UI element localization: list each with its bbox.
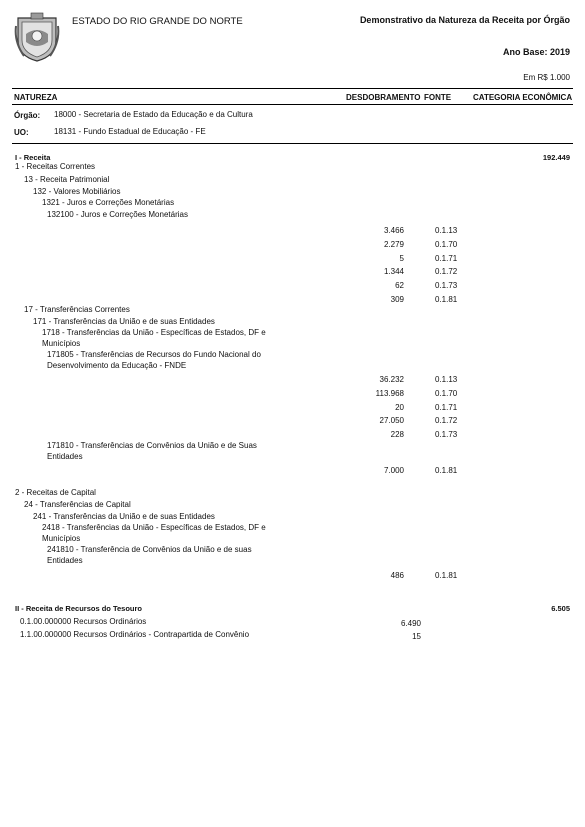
tesouro-total: 6.505 — [551, 604, 570, 613]
orgao-label: Órgão: — [14, 111, 41, 120]
tesouro-title: II - Receita de Recursos do Tesouro — [15, 604, 142, 613]
juros-row-fonte: 0.1.71 — [435, 253, 458, 263]
juros-row-value: 1.344 — [383, 267, 404, 277]
transferencias-capital: 24 - Transferências de Capital — [24, 500, 131, 509]
transferencias-171805: 171805 - Transferências de Recursos do Fundo Nacional do Desenvolvimento da Educação - FNDE — [47, 350, 261, 370]
transferencias-2418: 2418 - Transferências da União - Específicas de Estados, DF e Municípios — [42, 523, 266, 543]
fnde-row-fonte: 0.1.70 — [435, 388, 458, 398]
juros-row-fonte: 0.1.13 — [435, 226, 458, 235]
fnde-row-fonte: 0.1.72 — [435, 416, 458, 426]
fnde-row-value: 36.232 — [379, 375, 404, 384]
uo-label: UO: — [14, 128, 29, 137]
juros-row-value: 62 — [395, 281, 404, 291]
fnde-row-fonte: 0.1.71 — [435, 402, 458, 412]
receita-patrimonial: 13 - Receita Patrimonial — [24, 175, 110, 184]
divider — [12, 143, 573, 144]
report-title: Demonstrativo da Natureza da Receita por Órgão — [359, 15, 570, 25]
receitas-capital: 2 - Receitas de Capital — [15, 488, 96, 497]
transferencias-171: 171 - Transferências da União e de suas Entidades — [33, 317, 215, 326]
fnde-row-value: 113.968 — [375, 388, 404, 398]
col-header-categoria: CATEGORIA ECONÔMICA — [473, 93, 573, 102]
value-171810: 7.000 — [383, 466, 404, 475]
transferencias-1718: 1718 - Transferências da União - Específicas de Estados, DF e Municípios — [42, 328, 266, 348]
receitas-correntes: 1 - Receitas Correntes — [15, 162, 96, 171]
transferencias-241: 241 - Transferências da União e de suas Entidades — [33, 512, 215, 521]
tesouro-row-label: 0.1.00.000000 Recursos Ordinários — [20, 617, 147, 626]
transferencias-correntes: 17 - Transferências Correntes — [24, 305, 130, 314]
fonte-241810: 0.1.81 — [435, 571, 458, 580]
juros-row-value: 5 — [399, 253, 404, 263]
receita-total: 192.449 — [542, 153, 570, 162]
divider — [12, 104, 573, 105]
juros-row-value: 3.466 — [383, 226, 404, 235]
transferencias-241810: 241810 - Transferência de Convênios da União e de suas Entidades — [47, 545, 252, 565]
uo-value: 18131 - Fundo Estadual de Educação - FE — [54, 127, 206, 136]
juros-row-fonte: 0.1.70 — [435, 239, 458, 249]
juros-132100: 132100 - Juros e Correções Monetárias — [47, 210, 188, 219]
col-header-natureza: NATUREZA — [14, 93, 58, 102]
year-label: Ano Base: 2019 — [502, 47, 570, 57]
col-header-desdobramento: DESDOBRAMENTO — [346, 93, 421, 102]
unit-label: Em R$ 1.000 — [523, 73, 570, 82]
fnde-row-value: 20 — [395, 402, 404, 412]
juros-row-fonte: 0.1.72 — [435, 267, 458, 277]
juros-row-value: 2.279 — [383, 239, 404, 249]
juros-row-value: 309 — [390, 295, 404, 304]
fnde-row-value: 27.050 — [379, 416, 404, 426]
state-coat-of-arms-logo — [14, 12, 60, 62]
state-name: ESTADO DO RIO GRANDE DO NORTE — [72, 16, 243, 27]
fonte-171810: 0.1.81 — [435, 466, 458, 475]
receita-title: I - Receita — [15, 153, 51, 162]
tesouro-row-label: 1.1.00.000000 Recursos Ordinários - Contrapartida de Convênio — [20, 630, 250, 639]
orgao-value: 18000 - Secretaria de Estado da Educação e da Cultura — [54, 110, 253, 119]
col-header-fonte: FONTE — [424, 93, 452, 102]
tesouro-row-value: 15 — [412, 632, 421, 641]
fnde-row-fonte: 0.1.73 — [435, 430, 458, 440]
valores-mobiliarios: 132 - Valores Mobiliários — [33, 187, 121, 196]
fnde-row-value: 228 — [390, 430, 404, 440]
value-241810: 486 — [390, 571, 404, 580]
fnde-row-fonte: 0.1.13 — [435, 375, 458, 384]
tesouro-row-value: 6.490 — [400, 619, 421, 628]
juros-row-fonte: 0.1.81 — [435, 295, 458, 304]
transferencias-171810: 171810 - Transferências de Convênios da União e de Suas Entidades — [47, 441, 257, 461]
juros-row-fonte: 0.1.73 — [435, 281, 458, 291]
divider — [12, 88, 573, 89]
juros-1321: 1321 - Juros e Correções Monetárias — [42, 198, 175, 207]
